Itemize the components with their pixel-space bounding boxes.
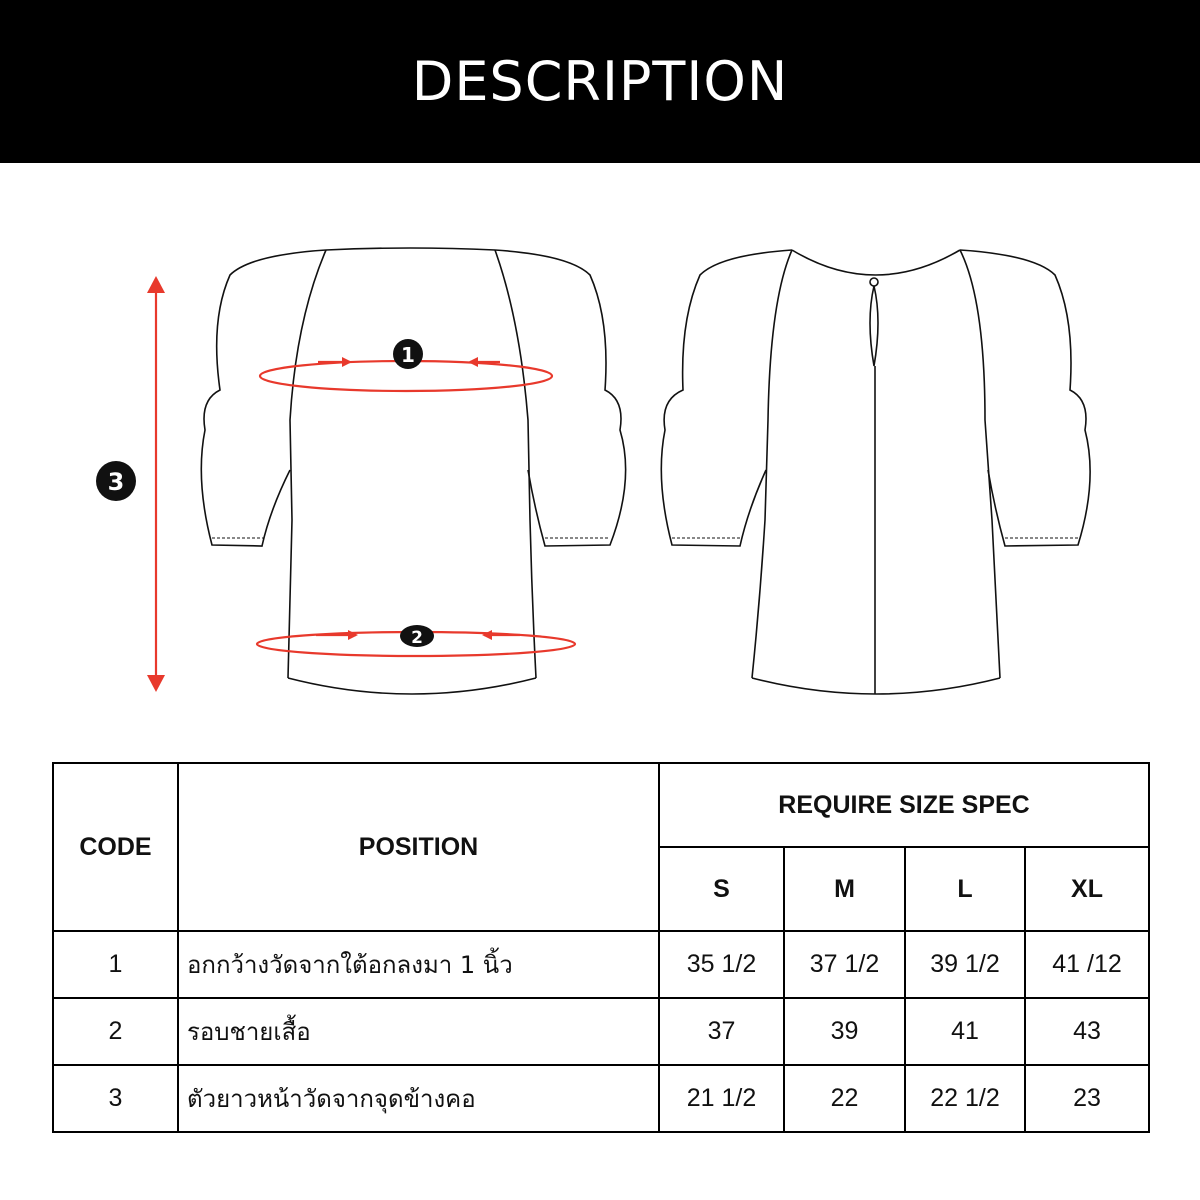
front-left-raglan-seam: [288, 250, 326, 678]
back-right-sleeve: [960, 250, 1090, 546]
row-value-l: 41: [905, 998, 1025, 1065]
front-neckline: [326, 248, 495, 250]
spec-header: REQUIRE SIZE SPEC: [659, 763, 1149, 847]
header-bar: [0, 0, 1200, 163]
row-value-xl: 23: [1025, 1065, 1149, 1132]
row-value-xl: 43: [1025, 998, 1149, 1065]
marker-2-label: 2: [411, 628, 423, 648]
row-value-m: 22: [784, 1065, 905, 1132]
garment-diagram: [0, 163, 1200, 760]
row-value-m: 37 1/2: [784, 931, 905, 998]
marker-1-label: 1: [401, 343, 415, 367]
size-header-l: L: [905, 847, 1025, 931]
back-right-raglan-seam: [960, 250, 1000, 678]
row-value-l: 39 1/2: [905, 931, 1025, 998]
measure-3-length: [96, 276, 165, 692]
position-header: POSITION: [178, 763, 659, 931]
front-right-raglan-seam: [495, 250, 536, 678]
measure-2-hem: [257, 625, 575, 656]
size-spec-table: [52, 762, 1150, 1133]
row-code: 2: [53, 998, 178, 1065]
row-code: 3: [53, 1065, 178, 1132]
back-keyhole-opening: [870, 286, 878, 366]
row-position: อกกว้างวัดจากใต้อกลงมา 1 นิ้ว: [178, 931, 659, 998]
size-header-xl: XL: [1025, 847, 1149, 931]
size-header-s: S: [659, 847, 784, 931]
row-code: 1: [53, 931, 178, 998]
size-header-m: M: [784, 847, 905, 931]
front-left-sleeve: [201, 250, 326, 546]
back-left-sleeve: [661, 250, 792, 546]
table-row: [53, 1065, 1149, 1132]
row-value-l: 22 1/2: [905, 1065, 1025, 1132]
table-row: [53, 931, 1149, 998]
row-position: ตัวยาวหน้าวัดจากจุดข้างคอ: [178, 1065, 659, 1132]
marker-3-label: 3: [107, 468, 125, 496]
code-header: CODE: [53, 763, 178, 931]
back-neckline: [792, 250, 960, 275]
back-hem: [752, 678, 1000, 694]
row-value-s: 35 1/2: [659, 931, 784, 998]
page-title: DESCRIPTION: [411, 50, 789, 113]
row-value-xl: 41 /12: [1025, 931, 1149, 998]
row-value-s: 37: [659, 998, 784, 1065]
front-hem: [288, 678, 536, 694]
table-row: [53, 998, 1149, 1065]
row-value-m: 39: [784, 998, 905, 1065]
back-button-icon: [870, 278, 878, 286]
back-left-raglan-seam: [752, 250, 792, 678]
measure-1-chest: [260, 339, 552, 391]
back-view: [661, 250, 1090, 694]
row-position: รอบชายเสื้อ: [178, 998, 659, 1065]
front-right-sleeve: [495, 250, 626, 546]
row-value-s: 21 1/2: [659, 1065, 784, 1132]
